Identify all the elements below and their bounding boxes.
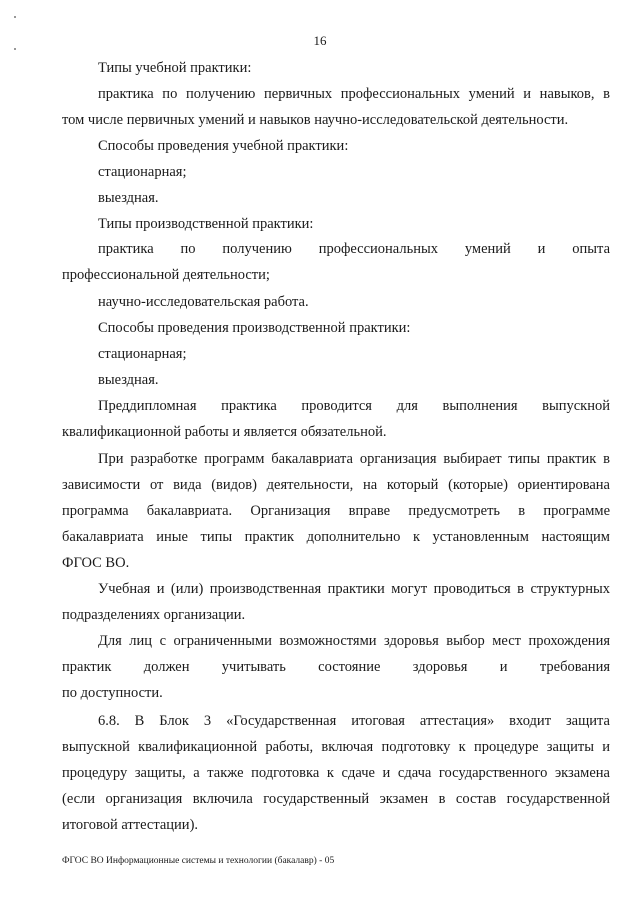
text-line: Для лиц с ограниченными возможностями здоровья выбор мест прохождения (98, 633, 610, 649)
page-number: 16 (313, 33, 327, 48)
text-line: практик должен учитывать состояние здоровья и требования (62, 659, 610, 675)
text-line: 6.8. В Блок 3 «Государственная итоговая аттестация» входит защита (98, 713, 610, 729)
text-line: том числе первичных умений и навыков научно-исследовательской деятельности. (62, 112, 569, 128)
text-line: Способы проведения производственной практики: (98, 320, 411, 336)
text-line: выпускной квалификационной работы, включая подготовку к процедуре защиты и (62, 739, 610, 755)
text-line: научно-исследовательская работа. (98, 294, 309, 310)
text-line: подразделениях организации. (62, 607, 246, 623)
text-line: практика по получению первичных профессиональных умений и навыков, в (98, 86, 610, 102)
text-line: Типы учебной практики: (98, 60, 252, 76)
text-line: бакалавриата иные типы практик дополнительно к установленным настоящим (62, 529, 610, 545)
text-line: стационарная; (98, 346, 187, 362)
text-line: Способы проведения учебной практики: (98, 138, 349, 154)
text-line: практика по получению профессиональных умений и опыта (98, 241, 610, 257)
scan-speck (14, 16, 16, 18)
text-line: Преддипломная практика проводится для выполнения выпускной (98, 398, 610, 414)
text-line: Типы производственной практики: (98, 216, 314, 232)
text-line: процедуру защиты, а также подготовка к сдаче и сдача государственного экзамена (62, 765, 610, 781)
text-line: по доступности. (62, 685, 163, 701)
text-line: программа бакалавриата. Организация вправе предусмотреть в программе (62, 503, 610, 519)
text-line: выездная. (98, 190, 159, 206)
text-line: выездная. (98, 372, 159, 388)
text-line: Учебная и (или) производственная практики могут проводиться в структурных (98, 581, 610, 597)
text-line: (если организация включила государственный экзамен в состав государственной (62, 791, 610, 807)
text-line: зависимости от вида (видов) деятельности, на который (которые) ориентирована (62, 477, 610, 493)
text-line: квалификационной работы и является обязательной. (62, 424, 387, 440)
text-line: профессиональной деятельности; (62, 267, 270, 283)
page-footer: ФГОС ВО Информационные системы и технологии (бакалавр) - 05 (62, 856, 335, 866)
text-line: итоговой аттестации). (62, 817, 199, 833)
text-line: ФГОС ВО. (62, 555, 130, 571)
text-line: При разработке программ бакалавриата организация выбирает типы практик в (98, 451, 610, 467)
text-line: стационарная; (98, 164, 187, 180)
